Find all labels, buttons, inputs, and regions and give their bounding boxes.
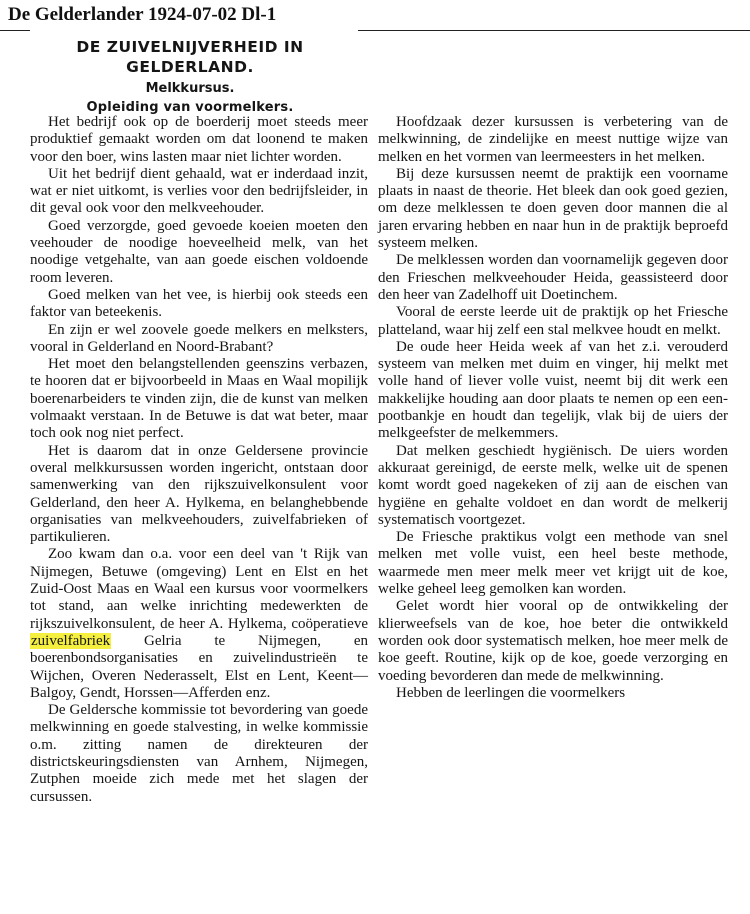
- paragraph: Het moet den belangstellenden geenszins verbazen, te hooren dat er bijvoorbeeld in Maas en Waal mopilijk boerenarbeiders te vinden zijn, die de kunst van melken volmaakt verstaan. In de Betuwe is dat wat beter, maar toch ook nog niet perfect.: [30, 356, 368, 442]
- paragraph: Vooral de eerste leerde uit de praktijk op het Friesche platteland, waar hij zelf een stal melkvee houdt en melkt.: [378, 304, 728, 338]
- highlighted-search-term: zuivelfabriek: [31, 632, 111, 649]
- paragraph: De Friesche praktikus volgt een methode van snel melken met volle vuist, een heel beste methode, waarmede men meer melk meer vet krijgt uit de koe, welke geheel leeg gemolken kan worden.: [378, 529, 728, 598]
- paragraph: Goed verzorgde, goed gevoede koeien moeten den veehouder de noodige hoeveelheid melk, van het noodige vetgehalte, van aan goede eischen voldoende room leveren.: [30, 217, 368, 286]
- paragraph: Dat melken geschiedt hygiënisch. De uiers worden akkuraat gereinigd, de eerste melk, welke uit de spenen komt wordt goed nagekeken of zij aan de eischen van hygiëne en gehalte voldoet en dan wordt de melkerij systematisch voortgezet.: [378, 442, 728, 528]
- paragraph: Hebben de leerlingen die voormelkers: [396, 684, 626, 701]
- paragraph: Goed melken van het vee, is hierbij ook steeds een faktor van beteekenis.: [30, 286, 368, 321]
- newspaper-header: De Gelderlander 1924-07-02 Dl-1: [8, 4, 277, 25]
- paragraph: De Geldersche kommissie tot bevordering van goede melkwinning en goede stalvesting, in welke kommissie o.m. zitting namen de direkteuren der districtskeuringsdiensten van Arnhem, Nijmegen, Zutphen moeide zich mede met het slagen der cursussen.: [30, 702, 368, 805]
- paragraph: Het is daarom dat in onze Geldersene provincie overal melkkursussen worden ingericht, ontstaan door samenwerking van den rijkszuivelkonsulent voor Gelderland, den heer A. Hylkema, en belanghebbende organisaties van melkveehouders, zuivelfabrieken of partikulieren.: [30, 442, 368, 546]
- paragraph: De oude heer Heida week af van het z.i. verouderd systeem van melken met duim en vinger, hij melkt met volle hand of liever volle vuist, neemt bij dit werk een makkelijke houding aan door plaats te nemen op een een-pootbankje en houdt dan tegelijk, vlak bij de uiers der melkgeefster de melkemmers.: [378, 338, 728, 442]
- paragraph: Uit het bedrijf dient gehaald, wat er inderdaad inzit, wat er niet uitkomt, is verlies voor den bedrijfsleider, in dit geval ook voor den melkveehouder.: [30, 165, 368, 217]
- paragraph: De melklessen worden dan voornamelijk gegeven door den Frieschen melkveehouder Heida, geassisteerd door den heer van Zadelhoff uit Doetinchem.: [378, 252, 728, 303]
- paragraph-text: Gelria te Nijmegen, en boerenbondsorganisaties en zuivelindustrieën te Wijchen, Overen Nederasselt, Elst en Lent, Keent—Balgoy, Gendt, Horssen—Afferden enz.: [30, 632, 368, 701]
- paragraph: Hoofdzaak dezer kursussen is verbetering van de melkwinning, de zindelijke en meest nuttige wijze van melken en het vormen van leermeesters in het melken.: [378, 114, 728, 165]
- paragraph: Gelet wordt hier vooral op de ontwikkeling der klierweefsels van de koe, hoe beter die ontwikkeld worden ook door systematisch melken, hoe meer melk de koe geeft. Routine, kijk op de koe, goede verzorging en voeding bevorderen dan mede de melkwinning.: [378, 598, 728, 684]
- top-border-right: [358, 30, 750, 31]
- paragraph: Bij deze kursussen neemt de praktijk een voorname plaats in naast de theorie. Het bleek dan ook goed gezien, om deze melklessen te doen geven door mannen die al jaren ervaring hebben en naar hun in de praktijk beproefd systeem melken.: [378, 165, 728, 252]
- paragraph-with-highlight: [30, 546, 368, 702]
- paragraph: Het bedrijf ook op de boerderij moet steeds meer produktief gemaakt worden om dat loonend te maken voor den boer, wins lasten maar niet lichter worden.: [30, 114, 368, 165]
- subheading-opleiding: Opleiding van voormelkers.: [86, 100, 294, 115]
- article-column-left: [30, 114, 368, 806]
- top-border-left: [0, 30, 30, 31]
- article-column-right: [378, 114, 728, 702]
- headline-line-2: GELDERLAND.: [126, 58, 254, 76]
- subheading-melkkursus: Melkkursus.: [145, 81, 235, 96]
- headline-line-1: DE ZUIVELNIJVERHEID IN: [76, 38, 304, 56]
- paragraph: En zijn er wel zoovele goede melkers en melksters, vooral in Gelderland en Noord-Brabant?: [30, 321, 368, 355]
- paragraph-text: Zoo kwam dan o.a. voor een deel van 't Rijk van Nijmegen, Betuwe (omgeving) Lent en Elst en het Zuid-Oost Maas en Waal een kursus voor voormelkers tot stand, aan welke inrichting medewerkten de rijkszuivelkonsulent, de heer A. Hylkema, coöperatieve: [30, 546, 368, 632]
